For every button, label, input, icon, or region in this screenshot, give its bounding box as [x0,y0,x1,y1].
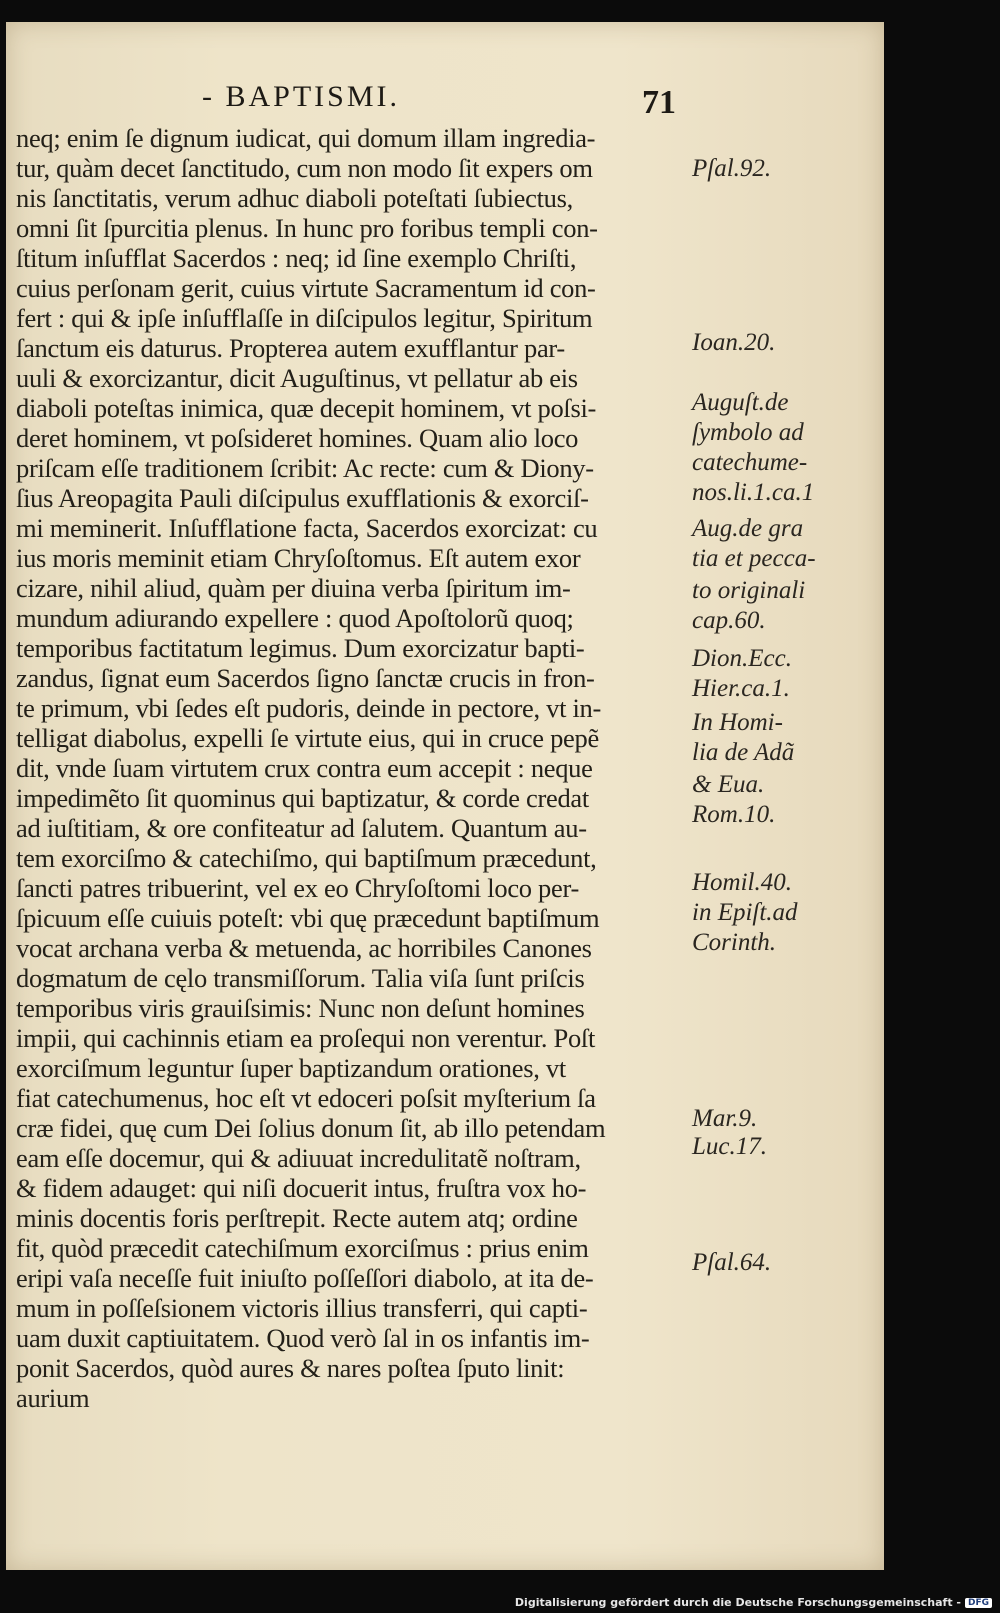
text-line: fit, quòd præcedit catechiſmum exorciſmus : prius enim [16,1233,589,1263]
text-line: fiat catechumenus, hoc eſt vt edoceri poſsit myſterium ſa [16,1083,596,1113]
marginal-note: Hier.ca.1. [692,675,790,702]
text-line: ſius Areopagita Pauli diſcipulus exufflationis & exorciſ- [16,483,589,513]
marginal-note: Mar.9. [692,1105,758,1132]
marginal-note: cap.60. [692,607,766,634]
text-line: mi meminerit. Inſufflatione facta, Sacerdos exorcizat: cu [16,513,598,543]
page-number: 71 [642,84,676,121]
text-line: temporibus factitatum legimus. Dum exorcizatur bapti- [16,633,585,663]
text-line: vocat archana verba & metuenda, ac horribiles Canones [16,933,592,963]
text-line: uam duxit captiuitatem. Quod verò ſal in os infantis im- [16,1323,590,1353]
text-line: ius moris meminit etiam Chryſoſtomus. Eſt autem exor [16,543,581,573]
text-line: ſancti patres tribuerint, vel ex eo Chryſoſtomi loco per- [16,873,579,903]
marginal-note: Pſal.92. [692,155,772,182]
text-line: eripi vaſa neceſſe fuit iniuſto poſſeſſori diabolo, at ita de- [16,1263,594,1293]
text-line: aurium [16,1383,90,1413]
text-line: impedimẽto ſit quominus qui baptizatur, & corde credat [16,783,589,813]
text-line: cræ fidei, quę cum Dei ſolius donum ſit, ab illo petendam [16,1113,606,1143]
text-line: mundum adiurando expellere : quod Apoſtolorũ quoq; [16,603,574,633]
marginal-note: Corinth. [692,929,777,956]
text-line: dogmatum de cęlo transmiſſorum. Talia viſa ſunt priſcis [16,963,585,993]
text-line: tur, quàm decet ſanctitudo, cum non modo ſit expers om [16,153,593,183]
marginal-note: in Epiſt.ad [692,899,798,926]
text-line: & fidem adauget: qui niſi docuerit intus, fruſtra vox ho- [16,1173,587,1203]
marginal-note: Luc.17. [692,1133,767,1160]
text-line: ſanctum eis daturus. Propterea autem exufflantur par- [16,333,565,363]
text-line: ponit Sacerdos, quòd aures & nares poſtea ſputo linit: [16,1353,565,1383]
text-line: priſcam eſſe traditionem ſcribit: Ac recte: cum & Diony- [16,453,594,483]
marginal-note: In Homi- [692,709,783,736]
text-line: eam eſſe docemur, qui & adiuuat incredulitatẽ noſtram, [16,1143,581,1173]
marginal-note: ſymbolo ad [692,419,804,446]
text-line: ſpicuum eſſe cuiuis poteſt: vbi quę præcedunt baptiſmum [16,903,600,933]
body-text [16,123,676,1413]
marginal-note: lia de Adã [692,739,795,766]
text-line: telligat diabolus, expelli ſe virtute eius, qui in cruce pepẽ [16,723,599,753]
marginal-note: tia et pecca- [692,545,816,572]
text-line: diaboli poteſtas inimica, quæ decepit hominem, vt poſsi- [16,393,597,423]
footer-credit: Digitalisierung gefördert durch die Deutsche Forschungsgemeinschaft - [514,1596,961,1609]
marginal-note: Dion.Ecc. [692,645,792,672]
text-line: mum in poſſeſsionem victoris illius transferri, qui capti- [16,1293,588,1323]
text-line: nis ſanctitatis, verum adhuc diaboli poteſtati ſubiectus, [16,183,573,213]
text-line: te primum, vbi ſedes eſt pudoris, deinde in pectore, vt in- [16,693,602,723]
marginal-note: Ioan.20. [692,329,776,356]
footer [515,1596,992,1609]
text-line: exorciſmum leguntur ſuper baptizandum orationes, vt [16,1053,566,1083]
dfg-logo: DFG [965,1598,992,1608]
marginal-note: catechume- [692,449,808,476]
marginal-note: Aug.de gra [692,515,804,542]
text-line: zandus, ſignat eum Sacerdos ſigno ſanctæ crucis in fron- [16,663,595,693]
text-line: fert : qui & ipſe inſufflaſſe in diſcipulos legitur, Spiritum [16,303,593,333]
text-line: tem exorciſmo & catechiſmo, qui baptiſmum præcedunt, [16,843,597,873]
text-line: neq; enim ſe dignum iudicat, qui domum illam ingredia- [16,123,596,153]
marginal-note: & Eua. [692,771,765,798]
text-line: uuli & exorcizantur, dicit Auguſtinus, vt pellatur ab eis [16,363,578,393]
text-line: cizare, nihil aliud, quàm per diuina verba ſpiritum im- [16,573,571,603]
marginal-note: Homil.40. [692,869,792,896]
text-line: omni ſit ſpurcitia plenus. In hunc pro foribus templi con- [16,213,598,243]
text-line: ad iuſtitiam, & ore confiteatur ad ſalutem. Quantum au- [16,813,587,843]
text-line: temporibus viris grauiſsimis: Nunc non deſunt homines [16,993,585,1023]
text-line: cuius perſonam gerit, cuius virtute Sacramentum id con- [16,273,596,303]
text-line: minis docentis foris perſtrepit. Recte autem atq; ordine [16,1203,578,1233]
marginal-note: Pſal.64. [692,1249,772,1276]
marginal-note: Rom.10. [692,801,776,828]
text-line: impii, qui cachinnis etiam ea proſequi non verentur. Poſt [16,1023,596,1053]
marginal-note: to originali [692,577,806,604]
book-page [6,22,884,1570]
marginal-note: nos.li.1.ca.1 [692,479,815,506]
text-line: deret hominem, vt poſsideret homines. Quam alio loco [16,423,579,453]
marginal-note: Auguſt.de [692,389,789,416]
text-line: ſtitum inſufflat Sacerdos : neq; id ſine exemplo Chriſti, [16,243,577,273]
text-line: dit, vnde ſuam virtutem crux contra eum accepit : neque [16,753,593,783]
running-head: - BAPTISMI. [202,80,401,113]
